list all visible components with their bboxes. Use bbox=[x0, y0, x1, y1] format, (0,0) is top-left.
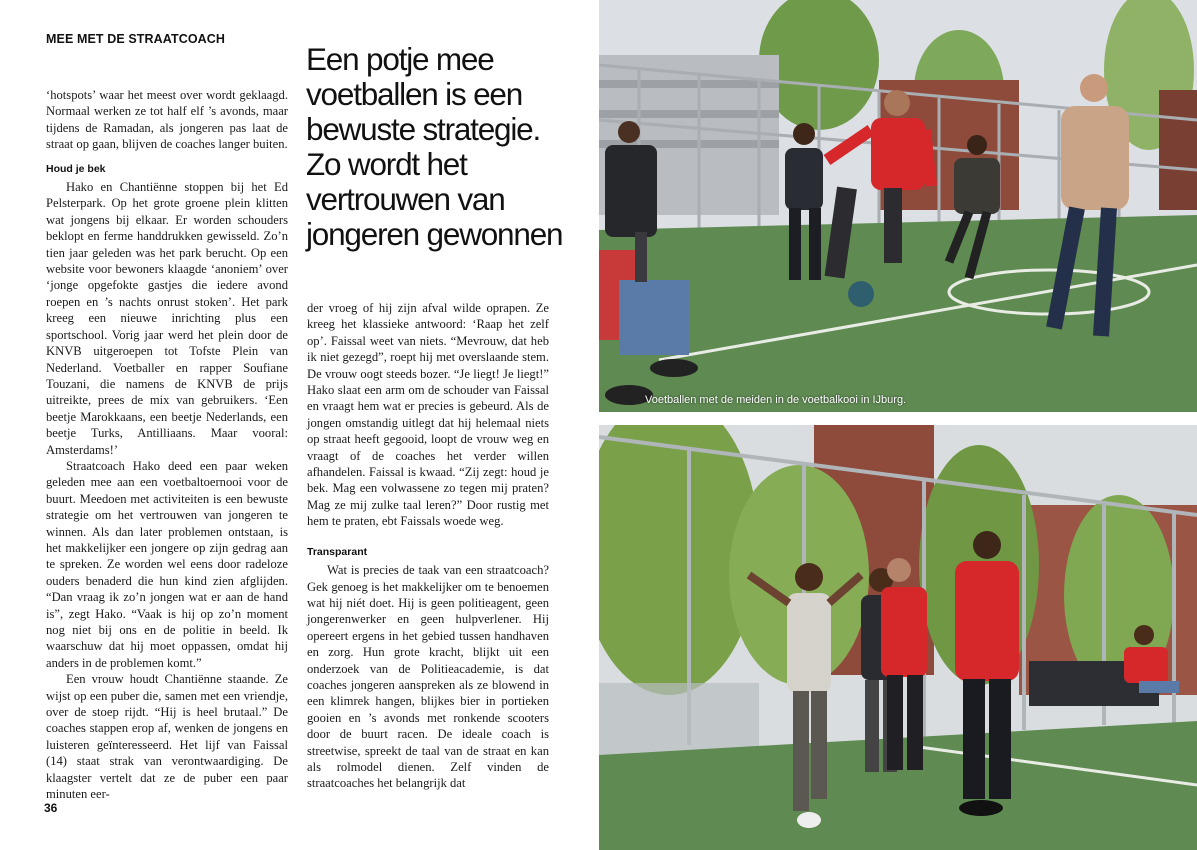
paragraph: Straatcoach Hako deed een paar weken geleden mee aan een voetbaltoernooi voor de buurt. Meedoen met activiteiten is een bewuste strategie om het vertrouwen van jongeren te winnen. Als dan later problemen ontstaan, is het makkelijker een jongere op zijn gedrag aan te spreken. Ze worden wel eens door radeloze ouders benaderd die hun kind zien afglijden. “Dan vraag ik zo’n jongen wat er aan de hand is”, zegt Hako. “Vaak is hij op zo’n moment nog niet bij ons en de politie in beeld. Ik waarschuw dat hij moet oppassen, omdat hij anders in de problemen komt.” bbox=[46, 458, 288, 670]
paragraph: der vroeg of hij zijn afval wilde oprapen. Ze kreeg het klassieke antwoord: ‘Raap het zelf op’. Faissal weet van niets. “Mevrouw, dat heb ik niet gezegd”, roept hij met overslaande stem. De vrouw oogt steeds bozer. “Je liegt! Je liegt!” Hako slaat een arm om de schouder van Faissal en vraagt hem wat er precies is gebeurd. Als de jongen omstandig uitlegt dat hij helemaal niets op straat heeft gegooid, loopt de vrouw weg en vraagt of de coaches het verder willen afhandelen. Faissal is kwaad. “Zij zegt: houd je bek. Mag een volwassene zo tegen mij praten? Mag ze mij zulke taal leren?” Door rustig met hem te praten, ebt Faissals woede weg. bbox=[307, 301, 549, 529]
subheading: Houd je bek bbox=[46, 162, 106, 175]
paragraph: Hako en Chantiënne stoppen bij het Ed Pelsterpark. Op het grote groene plein klitten wat jongens bij elkaar. Er worden schouders beklopt en ferme handdrukken gewisseld. Zo’n tien jaar geleden was het park berucht. Op een website voor bewoners klaagde ‘anoniem’ over ‘jonge opgefokte gastjes die iedere avond roepen en ’s nachts onrust stoken’. Het park kreeg een nieuwe inrichting plus een sportschool. Vorig jaar werd het plein door de KNVB uitgeroepen tot Tofste Plein van Nederland. Voetballer en rapper Soufiane Touzani, die namens de KNVB de prijs uitreikte, prees de mix van gebruikers. ‘Een beetje Marokkaans, een beetje Nederlands, een beetje Turks, Antilliaans. Maar vooral: Amsterdams!’ bbox=[46, 180, 288, 457]
paragraph: Een vrouw houdt Chantiënne staande. Ze wijst op een puber die, samen met een vriendje, over de stoep rijdt. “Hij is heel brutaal.” De coaches stappen erop af, wenken de jongens en luisteren geïnteresseerd. Het lijf van Faissal (14) staat strak van verontwaardiging. De klaagster vertelt dat ze de puber een paar minuten eer- bbox=[46, 672, 288, 802]
section-label: MEE MET DE STRAATCOACH bbox=[46, 32, 226, 46]
page-number: 36 bbox=[44, 801, 58, 815]
photo-football-cage-ijburg bbox=[599, 0, 1197, 412]
photo-football-cage-coaches bbox=[599, 425, 1197, 850]
photo-caption: Voetballen met de meiden in de voetbalkooi in IJburg. bbox=[645, 394, 907, 406]
subheading: Transparant bbox=[307, 545, 368, 558]
article-column-2 bbox=[307, 300, 549, 792]
article-column-1 bbox=[46, 87, 288, 802]
paragraph: Wat is precies de taak van een straatcoach? Gek genoeg is het makkelijker om te benoemen wat hij niét doet. Hij is geen politieagent, geen jongerenwerker en geen hulpverlener. Hij opereert ergens in het gebied tussen handhaven en zorg. Hun grote kracht, blijkt uit een onderzoek van de Politieacademie, is dat coaches jongeren aanspreken als ze blowend in een klimrek hangen, blijkes bier in portieken gooien en ’s avonds met ronkende scooters door de buurt racen. De ideale coach is streetwise, spreekt de taal van de straat en kan als rolmodel dienen. Zelf vinden de straatcoaches het belangrijk dat bbox=[307, 563, 549, 791]
pull-quote: Een potje mee voetballen is een bewuste strategie. Zo wordt het vertrouwen van jongeren gewonnen bbox=[306, 41, 563, 252]
paragraph: ‘hotspots’ waar het meest over wordt geklaagd. Normaal werken ze tot half elf ’s avonds, maar tijdens de Ramadan, als jongeren pas laat de straat op gaan, blijven de coaches langer buiten. bbox=[46, 88, 288, 152]
